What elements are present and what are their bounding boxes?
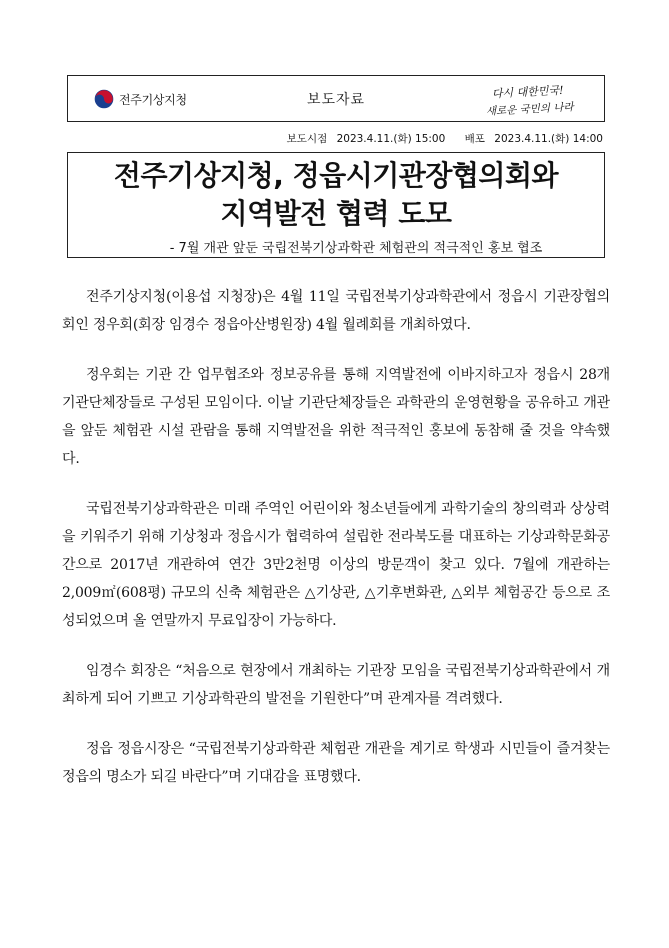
title-box [67, 152, 605, 258]
paragraph-1: 전주기상지청(이용섭 지청장)은 4월 11일 국립전북기상과학관에서 정읍시 기관장협의회인 정우회(회장 임경수 정읍아산병원장) 4월 월례회를 개최하였다. [62, 289, 610, 333]
org-name: 전주기상지청 [119, 92, 187, 107]
headline-line2: 지역발전 협력 도모 [220, 197, 452, 230]
report-time-label: 보도시점 [286, 133, 328, 145]
slogan-logo [484, 79, 594, 119]
paragraph-4: 임경수 회장은 “처음으로 현장에서 개최하는 기관장 모임을 국립전북기상과학관에서 개최하게 되어 기쁘고 기상과학관의 발전을 기원한다”며 관계자를 격려했다. [62, 663, 610, 707]
distribution-value: 2023.4.11.(화) 14:00 [494, 133, 603, 145]
subheadline: - 7월 개관 앞둔 국립전북기상과학관 체험관의 적극적인 홍보 협조 [169, 241, 543, 256]
paragraph-5: 정읍 정읍시장은 “국립전북기상과학관 체험관 개관을 계기로 학생과 시민들이 즐겨찾는 정읍의 명소가 되길 바란다”며 기대감을 표명했다. [62, 741, 610, 785]
slogan-line1: 다시 대한민국! [491, 83, 564, 101]
header-box [67, 75, 605, 122]
paragraph-3: 국립전북기상과학관은 미래 주역인 어린이와 청소년들에게 과학기술의 창의력과 상상력을 키워주기 위해 기상청과 정읍시가 협력하여 설립한 전라북도를 대표하는 기상과학문화공간으로 2017년 개관하여 연간 3만2천명 이상의 방문객이 찾고 있다. 7월에 개관하는 2,009㎡(608평) 규모의 신축 체험관은 △기상관, △기후변화관, △외부 체험공간 등으로 조성되었으며 올 연말까지 무료입장이 가능하다. [62, 501, 611, 629]
release-dates [281, 131, 603, 146]
article-body [62, 283, 610, 813]
report-time-value: 2023.4.11.(화) 15:00 [336, 133, 446, 145]
paragraph-2: 정우회는 기관 간 업무협조와 정보공유를 통해 지역발전에 이바지하고자 정읍시 28개 기관단체장들로 구성된 모임이다. 이날 기관단체장들은 과학관의 운영현황을 공유하고 개관을 앞둔 체험관 시설 관람을 통해 지역발전을 위한 적극적인 홍보에 동참해 줄 것을 약속했다. [62, 367, 610, 467]
headline-line1: 전주기상지청, 정읍시기관장협의회와 [113, 159, 559, 192]
slogan-line2: 새로운 국민의 나라 [485, 101, 574, 118]
distribution-label: 배포 [464, 133, 485, 145]
press-release-label: 보도자료 [306, 92, 366, 108]
